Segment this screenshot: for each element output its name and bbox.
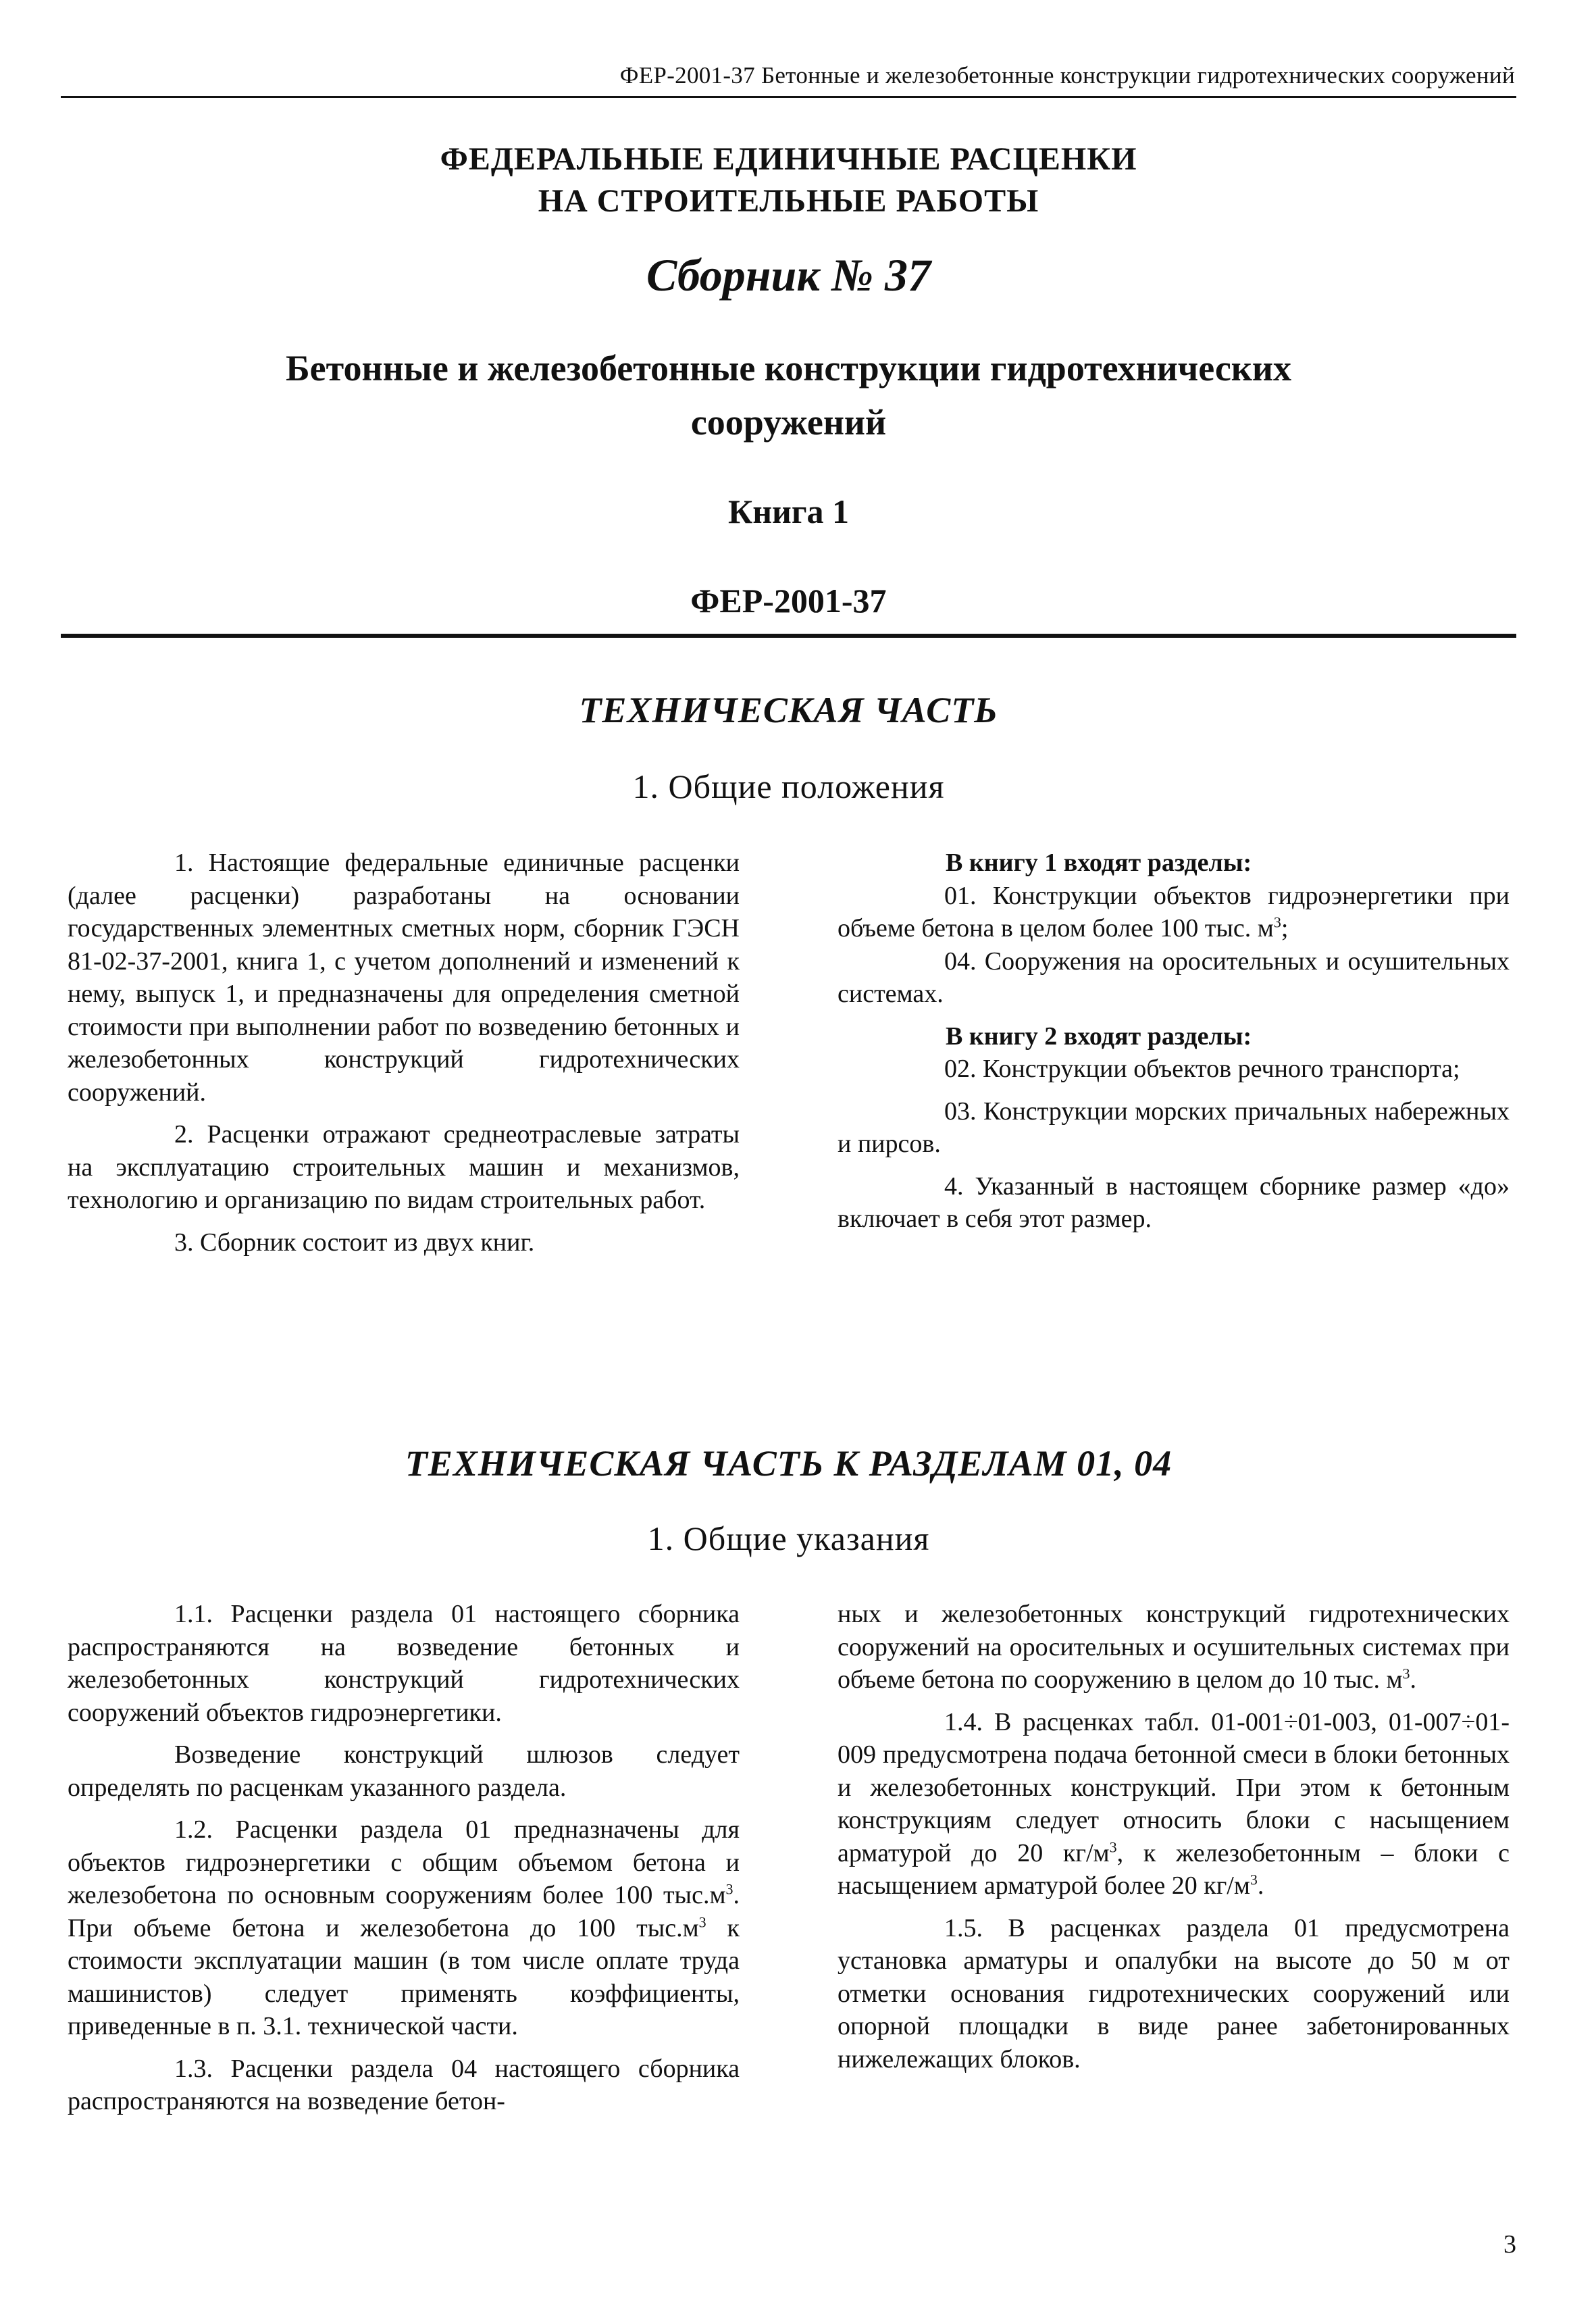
- running-header: ФЕР-2001-37 Бетонные и железобетонные конструкции гидротехнических сооружений: [619, 62, 1515, 89]
- section1-heading: ТЕХНИЧЕСКАЯ ЧАСТЬ: [579, 690, 998, 730]
- header-rule: [61, 96, 1516, 98]
- paragraph-1-2: 1.2. Расценки раздела 01 предназначены для объектов гидроэнергетики с общим объемом бетона и железобетона по основным сооружениям более 100 $тыс.м^3$. При объеме бетона и железобетона до 100 $тыс.м^3$ к стоимости эксплуатации машин (в том числе оплате труда машинистов) следует применять коэффициенты, приведенные в п. 3.1. технической части.: [68, 1815, 740, 2040]
- book1-sections-heading: В книгу 1 входят разделы:: [946, 849, 1252, 877]
- document-title: [61, 139, 1516, 222]
- page-number: 3: [1503, 2230, 1516, 2259]
- subject-line-1: Бетонные и железобетонные конструкции гидротехнических: [285, 348, 1292, 388]
- title-line-2: НА СТРОИТЕЛЬНЫЕ РАБОТЫ: [538, 183, 1039, 219]
- section1-subheading: 1. Общие положения: [632, 768, 945, 805]
- document-code: ФЕР-2001-37: [690, 582, 887, 620]
- item-03: 03. Конструкции морских причальных набережных и пирсов.: [838, 1097, 1510, 1158]
- paragraph-1-1-locks: Возведение конструкций шлюзов следует определять по расценкам указанного раздела.: [68, 1740, 740, 1802]
- section2-subheading: 1. Общие указания: [647, 1519, 930, 1557]
- paragraph-1-3-continued: ных и железобетонных конструкций гидротехнических сооружений на оросительных и осушительных системах при объеме бетона по сооружению в целом до 10 тыс. $м^3$.: [838, 1600, 1510, 1694]
- paragraph-1-1: 1.1. Расценки раздела 01 настоящего сборника распространяются на возведение бетонных и железобетонных конструкций гидротехнических сооружений объектов гидроэнергетики.: [68, 1600, 740, 1727]
- paragraph-4: 4. Указанный в настоящем сборнике размер «до» включает в себя этот размер.: [838, 1172, 1510, 1233]
- section1-left-column: [68, 847, 740, 1259]
- item-02: 02. Конструкции объектов речного транспорта;: [944, 1055, 1460, 1083]
- paragraph-1-3: 1.3. Расценки раздела 04 настоящего сборника распространяются на возведение бетон-: [68, 2054, 740, 2115]
- section2-right-column: [838, 1598, 1510, 2076]
- paragraph-3: 3. Сборник состоит из двух книг.: [174, 1228, 535, 1257]
- item-04: 04. Сооружения на оросительных и осушительных системах.: [838, 947, 1510, 1008]
- paragraph-2: 2. Расценки отражают среднеотраслевые затраты на эксплуатацию строительных машин и механизмов, технологию и организацию по видам строительных работ.: [68, 1120, 740, 1214]
- paragraph-1: 1. Настоящие федеральные единичные расценки (далее расценки) разработаны на основании государственных элементных сметных норм, сборник ГЭСН 81-02-37-2001, книга 1, с учетом дополнений и изменений к нему, выпуск 1, и предназначены для определения сметной стоимости при выполнении работ по возведению бетонных и железобетонных конструкций гидротехнических сооружений.: [68, 849, 740, 1107]
- item-01: 01. Конструкции объектов гидроэнергетики при объеме бетона в целом более 100 тыс. $м^3$;: [838, 881, 1510, 942]
- collection-title: Сборник № 37: [646, 249, 931, 301]
- title-line-1: ФЕДЕРАЛЬНЫЕ ЕДИНИЧНЫЕ РАСЦЕНКИ: [440, 141, 1137, 177]
- code-rule: [61, 634, 1516, 638]
- section1-right-column: [838, 847, 1510, 1236]
- section2-heading: ТЕХНИЧЕСКАЯ ЧАСТЬ К РАЗДЕЛАМ 01, 04: [405, 1443, 1173, 1484]
- paragraph-1-5: 1.5. В расценках раздела 01 предусмотрена установка арматуры и опалубки на высоте до 50 м от отметки основания гидротехнических сооружений или опорной площадки в виде ранее забетонированных нижележащих блоков.: [838, 1913, 1510, 2073]
- subject-line-2: сооружений: [690, 402, 887, 443]
- section2-left-column: [68, 1598, 740, 2118]
- book2-sections-heading: В книгу 2 входят разделы:: [946, 1022, 1252, 1051]
- subject-title: [61, 341, 1516, 449]
- paragraph-1-4: 1.4. В расценках табл. 01-001÷01-003, 01-007÷01-009 предусмотрена подача бетонной смеси в блоки бетонных и железобетонных конструкций. При этом к бетонным конструкциям следует относить блоки с насыщением арматурой до 20 $кг/м^3$, к железобетонным – блоки с насыщением арматурой более 20 $кг/м^3$.: [838, 1707, 1510, 1900]
- book-title: Книга 1: [727, 493, 850, 530]
